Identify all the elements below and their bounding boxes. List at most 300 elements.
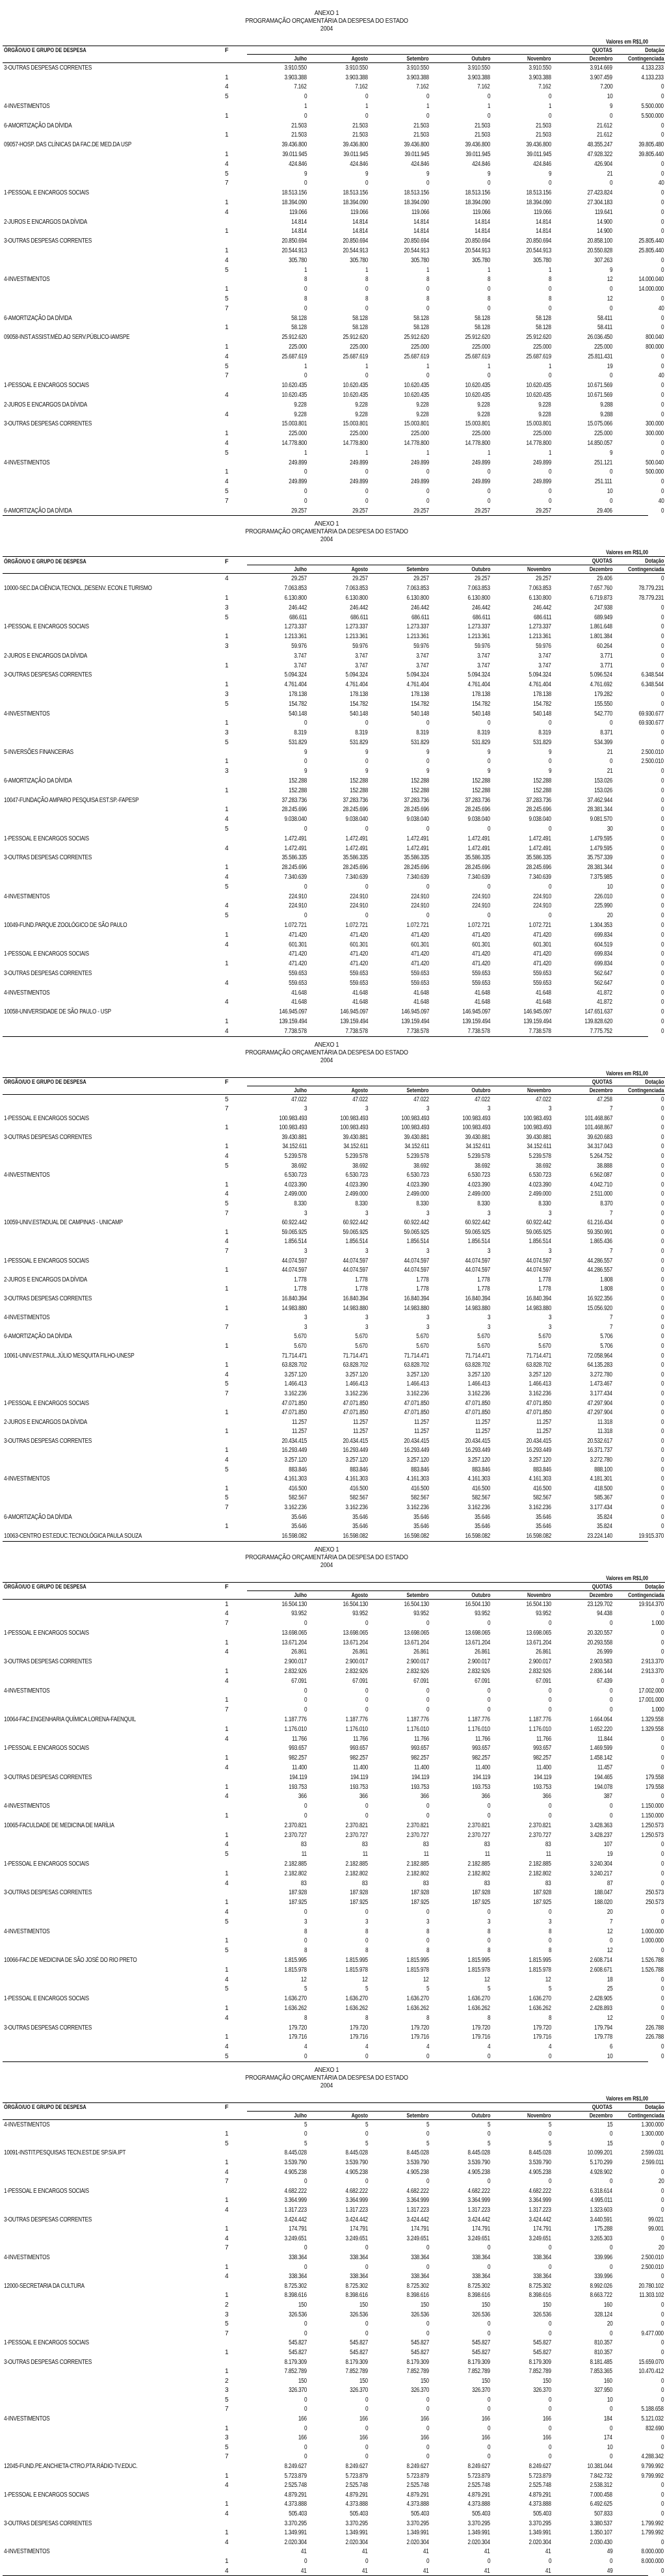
row-label	[3, 680, 224, 690]
row-label	[3, 1285, 224, 1295]
row-label	[3, 930, 224, 940]
group-row	[3, 1715, 665, 1724]
quota-value: 139.159.494	[401, 1018, 429, 1025]
quota-value: 7.738.578	[406, 1027, 429, 1035]
col-org-header: ÓRGÃO/UO E GRUPO DE DESPESA	[3, 1582, 224, 1590]
quota-value: 193.753	[472, 1783, 490, 1791]
dotacao-value: 500.040	[645, 459, 664, 466]
quota-value: 0	[365, 468, 368, 476]
quota-value: 41.872	[597, 989, 613, 997]
quota-value: 39.430.881	[343, 1133, 368, 1141]
quota-value: 338.364	[472, 2253, 490, 2261]
fonte-row	[3, 1094, 665, 1104]
fonte-code: 1	[225, 1899, 229, 1907]
fonte-code: 3	[225, 2311, 229, 2318]
group-row	[3, 2519, 665, 2529]
quota-value: 147.651.637	[584, 1008, 613, 1016]
quota-value: 4.905.238	[467, 2168, 490, 2176]
quota-value: 174	[604, 2434, 613, 2442]
dotacao-value: 0	[660, 960, 664, 968]
quota-value: 424.846	[411, 160, 429, 168]
fonte-code: 7	[225, 1105, 229, 1113]
quota-value: 6.530.723	[406, 1172, 429, 1179]
quota-value: 247.938	[594, 604, 613, 611]
row-label: 3-OUTRAS DESPESAS CORRENTES	[4, 420, 92, 428]
dotacao-value: 0	[660, 1494, 664, 1502]
fonte-code: 5	[225, 2052, 229, 2060]
row-label	[3, 73, 224, 83]
quota-value: 187.928	[289, 1889, 307, 1897]
fonte-code	[224, 1170, 247, 1180]
fonte-code: 5	[225, 738, 229, 746]
dotacao-value: 0	[660, 825, 664, 833]
dotacao-value: 0	[660, 700, 664, 708]
quota-value: 416.500	[411, 1484, 429, 1492]
quota-value: 0	[487, 2424, 490, 2432]
quota-value: 14.814	[352, 228, 368, 235]
dotacao-value: 0	[660, 122, 664, 129]
quota-value: 6.130.800	[284, 594, 307, 602]
quota-value: 2.370.821	[345, 1821, 368, 1829]
quota-value: 26.861	[475, 1648, 490, 1656]
quota-value: 251.121	[594, 459, 613, 466]
row-label	[3, 661, 224, 671]
row-label: 2-JUROS E ENCARGOS DA DÍVIDA	[4, 218, 87, 226]
report-page	[0, 0, 664, 516]
quota-value: 0	[426, 1812, 429, 1820]
row-label: 6-AMORTIZAÇÃO DA DÍVIDA	[4, 314, 72, 322]
quota-value: 8.319	[477, 729, 490, 737]
group-row	[3, 1821, 665, 1831]
row-label	[3, 496, 224, 506]
quota-value: 2.030.430	[590, 2538, 613, 2546]
fonte-code	[224, 622, 247, 632]
quota-value: 0	[609, 2263, 613, 2271]
row-label	[3, 2385, 224, 2395]
quota-value: 8	[365, 1927, 368, 1935]
quota-value: 339.996	[594, 2273, 613, 2281]
row-label: 4-INVESTIMENTOS	[4, 1314, 50, 1322]
quota-value: 4.161.303	[467, 1475, 490, 1483]
quota-value: 39.011.945	[527, 151, 551, 159]
fonte-code: 1	[225, 1754, 229, 1762]
row-label	[3, 2395, 224, 2405]
quota-value: 7.162	[294, 83, 307, 91]
quota-value: 15.003.801	[404, 420, 429, 428]
fonte-row	[3, 284, 665, 294]
dotacao-value: 0	[660, 2387, 664, 2395]
quota-value: 47.071.850	[343, 1409, 368, 1417]
quota-value: 0	[426, 497, 429, 505]
quota-value: 251.111	[595, 478, 613, 486]
dotacao-value: 832.690	[645, 2424, 664, 2432]
fonte-code: 4	[225, 83, 229, 91]
dotacao-value: 69.930.677	[638, 710, 664, 718]
quota-value: 16.840.394	[404, 1295, 429, 1302]
quota-value: 424.846	[289, 160, 307, 168]
quota-value: 28.245.696	[465, 864, 490, 872]
fonte-code: 5	[225, 883, 229, 891]
dotacao-value: 25.805.440	[638, 237, 664, 245]
quota-value: 21.503	[352, 131, 368, 139]
quota-value: 0	[609, 468, 613, 476]
fonte-row	[3, 1763, 665, 1773]
row-label	[3, 1017, 224, 1026]
fonte-row	[3, 1917, 665, 1927]
quota-value: 0	[609, 1697, 613, 1704]
quota-value: 0	[426, 1697, 429, 1704]
quota-value: 540.148	[472, 710, 490, 718]
quota-value: 471.420	[533, 960, 551, 968]
quota-value: 14.778.800	[526, 439, 551, 447]
row-label	[3, 1734, 224, 1744]
quota-value: 41.648	[413, 989, 429, 997]
fonte-row	[3, 1946, 665, 1955]
dotacao-value: 0	[660, 613, 664, 621]
row-label	[3, 2480, 224, 2490]
quota-value: 0	[426, 2557, 429, 2565]
fonte-row	[3, 1190, 665, 1200]
dotacao-value: 0	[660, 1257, 664, 1265]
fonte-code: 5	[225, 362, 229, 370]
row-label: 4-INVESTIMENTOS	[4, 1687, 50, 1695]
fonte-row	[3, 699, 665, 709]
quota-value: 12	[606, 1927, 613, 1935]
quota-value: 0	[365, 1706, 368, 1714]
fonte-code: 1	[225, 2263, 229, 2271]
row-label: 4-INVESTIMENTOS	[4, 2415, 50, 2423]
quota-value: 4.879.291	[406, 2491, 429, 2499]
quota-value: 1.273.337	[467, 623, 490, 631]
fonte-code	[224, 651, 247, 661]
quota-value: 1	[304, 266, 307, 274]
quota-value: 0	[609, 1812, 613, 1820]
quota-value: 1	[304, 362, 307, 370]
quota-value: 11.257	[353, 1428, 368, 1436]
quota-value: 194.119	[289, 1773, 307, 1781]
quota-value: 71.714.471	[526, 1352, 551, 1360]
fonte-row	[3, 2556, 665, 2566]
fonte-code: 5	[225, 449, 229, 457]
quota-value: 531.829	[411, 738, 429, 746]
fonte-row	[3, 1831, 665, 1840]
quota-value: 39.620.683	[587, 1133, 613, 1141]
fonte-row	[3, 429, 665, 438]
quota-value: 93.952	[352, 1610, 368, 1618]
quota-value: 18.513.156	[343, 189, 368, 197]
quota-value: 2.182.802	[284, 1870, 307, 1877]
fonte-code	[224, 950, 247, 959]
fonte-code: 1	[225, 1725, 229, 1733]
quota-value: 1.472.491	[467, 835, 490, 842]
quota-value: 883.846	[472, 1466, 490, 1473]
fonte-row	[3, 1879, 665, 1888]
row-label	[3, 1408, 224, 1417]
quota-value: 1.479.595	[590, 844, 613, 852]
fonte-code	[224, 988, 247, 998]
quota-value: 44.074.597	[404, 1257, 429, 1265]
report-year: 2004	[320, 2081, 333, 2089]
quota-value: 2.900.017	[284, 1658, 307, 1666]
group-row	[3, 1417, 665, 1427]
quota-value: 0	[609, 2130, 613, 2138]
quota-value: 5.094.324	[345, 671, 368, 679]
dotacao-value: 800.040	[645, 334, 664, 342]
fonte-code: 4	[225, 902, 229, 910]
quota-value: 416.500	[533, 1484, 551, 1492]
row-label	[3, 863, 224, 872]
fonte-code: 4	[225, 1764, 229, 1772]
quota-value: 0	[304, 468, 307, 476]
quota-value: 582.567	[350, 1494, 368, 1502]
quota-value: 3	[487, 1323, 490, 1331]
fonte-row	[3, 1676, 665, 1686]
quota-value: 194.119	[411, 1773, 429, 1781]
quota-value: 8	[304, 2014, 307, 2022]
quota-value: 7.738.578	[528, 1027, 551, 1035]
group-row	[3, 2119, 665, 2129]
quota-value: 1.815.995	[406, 1956, 429, 1964]
group-row	[3, 1256, 665, 1266]
quota-value: 531.829	[289, 738, 307, 746]
quota-value: 5.723.879	[467, 2472, 490, 2480]
quota-value: 8.249.627	[345, 2463, 368, 2471]
quota-value: 166	[298, 2415, 307, 2423]
dotacao-value: 0	[660, 1985, 664, 1993]
quota-value: 0	[304, 719, 307, 727]
quota-value: 0	[487, 1697, 490, 1704]
quota-value: 39.436.800	[343, 141, 368, 149]
quota-value: 35.757.339	[587, 854, 613, 862]
fonte-row	[3, 2500, 665, 2510]
row-label	[3, 2538, 224, 2547]
quota-value: 5	[365, 2140, 368, 2147]
quota-value: 0	[426, 180, 429, 187]
quota-value: 3.257.120	[345, 1371, 368, 1378]
quota-value: 9	[304, 748, 307, 756]
quota-value: 582.567	[411, 1494, 429, 1502]
report-title: PROGRAMAÇÃO ORÇAMENTÁRIA DA DESPESA DO ESTADO	[245, 17, 408, 25]
fonte-code	[224, 2547, 247, 2557]
quota-value: 545.827	[411, 2348, 429, 2356]
quota-value: 5.670	[416, 1333, 429, 1341]
fonte-code: 7	[225, 1504, 229, 1512]
row-label: 10049-FUND.PARQUE ZOOLÓGICO DE SÃO PAULO	[4, 922, 127, 930]
quota-value: 5.239.578	[406, 1153, 429, 1161]
quota-value: 559.653	[533, 979, 551, 987]
quota-value: 153.026	[594, 777, 613, 785]
quota-value: 44.074.597	[465, 1267, 490, 1274]
quota-value: 4.373.888	[528, 2501, 551, 2508]
quota-value: 13.698.065	[526, 1629, 551, 1637]
fonte-code: 5	[225, 1851, 229, 1858]
fonte-row	[3, 2205, 665, 2215]
group-row	[3, 950, 665, 959]
quota-value: 16.598.082	[281, 1532, 307, 1540]
row-label	[3, 1370, 224, 1380]
quota-value: 4.905.238	[345, 2168, 368, 2176]
row-label	[3, 1946, 224, 1955]
quota-value: 2.832.926	[467, 1668, 490, 1676]
dotacao-value: 0	[660, 1841, 664, 1849]
quota-value: 67.091	[536, 1677, 551, 1685]
row-label: 10063-CENTRO EST.EDUC.TECNOLÓGICA PAULA SOUZA	[4, 1532, 142, 1540]
quota-value: 8	[304, 295, 307, 303]
quota-value: 0	[304, 372, 307, 380]
quota-value: 7.063.853	[406, 585, 429, 593]
row-label	[3, 1228, 224, 1237]
fonte-code: 4	[225, 2207, 229, 2214]
quota-value: 0	[304, 1937, 307, 1945]
quota-value: 2.020.304	[284, 2538, 307, 2546]
fonte-row	[3, 786, 665, 796]
quota-value: 0	[426, 2453, 429, 2461]
group-row	[3, 188, 665, 198]
col-quotas-header: QUOTAS	[247, 1582, 614, 1590]
fonte-code	[224, 1927, 247, 1937]
row-label: 4-INVESTIMENTOS	[4, 989, 50, 997]
col-month-header: Dezembro	[553, 55, 614, 63]
fonte-code: 5	[225, 1494, 229, 1502]
fonte-code	[224, 2462, 247, 2471]
quota-value: 16.293.449	[465, 1447, 490, 1455]
dotacao-value: 39.805.480	[638, 141, 664, 149]
quota-value: 9	[365, 768, 368, 775]
quota-value: 3.910.550	[467, 64, 490, 72]
quota-value: 29.257	[291, 507, 307, 515]
budget-table	[3, 2102, 665, 2576]
quota-value: 47.071.850	[404, 1409, 429, 1417]
dotacao-value: 0	[660, 2004, 664, 2012]
fonte-code: 1	[225, 758, 229, 766]
quota-value: 93.952	[475, 1610, 490, 1618]
quota-value: 47.071.850	[526, 1399, 551, 1407]
quota-value: 5.670	[477, 1342, 490, 1350]
quota-value: 20.550.828	[587, 247, 613, 255]
col-month-header: Outubro	[430, 1086, 491, 1094]
quota-value: 2.182.885	[284, 1860, 307, 1868]
row-label	[3, 2528, 224, 2538]
fonte-code: 1	[225, 286, 229, 293]
quota-value: 8	[426, 1927, 429, 1935]
col-month-header: Novembro	[491, 1086, 553, 1094]
row-label: 2-JUROS E ENCARGOS DA DÍVIDA	[4, 1418, 87, 1426]
dotacao-value: 0	[660, 1114, 664, 1122]
quota-value: 326.536	[411, 2311, 429, 2318]
quota-value: 152.288	[472, 777, 490, 785]
quota-value: 12	[484, 1976, 490, 1983]
quota-value: 179.720	[411, 2024, 429, 2032]
quota-value: 0	[365, 286, 368, 293]
col-month-header: Agosto	[308, 1086, 369, 1094]
quota-value: 366	[482, 1793, 490, 1801]
quota-value: 41	[545, 2567, 551, 2575]
quota-value: 2.608.714	[590, 1956, 613, 1964]
dotacao-value: 0	[660, 1745, 664, 1752]
fonte-row	[3, 1667, 665, 1676]
fonte-row	[3, 1209, 665, 1218]
group-row	[3, 1275, 665, 1285]
row-label	[3, 641, 224, 651]
row-label	[3, 1209, 224, 1218]
dotacao-value: 0	[660, 1513, 664, 1521]
row-label: 1-PESSOAL E ENCARGOS SOCIAIS	[4, 2491, 89, 2499]
quota-value: 18.394.090	[404, 199, 429, 207]
fonte-row	[3, 2052, 665, 2061]
quota-value: 305.780	[350, 256, 368, 264]
quota-value: 507.833	[594, 2510, 613, 2517]
dotacao-value: 1.300.000	[641, 2130, 664, 2138]
quota-value: 249.899	[411, 478, 429, 486]
row-label: 4-INVESTIMENTOS	[4, 892, 50, 900]
quota-value: 59.976	[413, 642, 429, 650]
quota-value: 3.162.236	[284, 1389, 307, 1397]
quota-value: 5.723.879	[345, 2472, 368, 2480]
quota-value: 16.840.394	[465, 1295, 490, 1302]
row-label	[3, 2129, 224, 2139]
quota-value: 7.200	[599, 83, 613, 91]
quota-value: 249.899	[472, 478, 490, 486]
group-row	[3, 892, 665, 902]
group-row	[3, 969, 665, 978]
quota-value: 686.611	[350, 613, 368, 621]
quota-value: 8	[365, 1947, 368, 1955]
quota-value: 34.152.611	[465, 1143, 490, 1151]
quota-value: 1.317.223	[528, 2207, 551, 2214]
fonte-row	[3, 467, 665, 477]
row-label	[3, 1389, 224, 1399]
fonte-row	[3, 2004, 665, 2013]
quota-value: 10.620.435	[343, 382, 368, 390]
quota-value: 6	[609, 2043, 613, 2051]
fonte-code: 1	[225, 1870, 229, 1877]
group-row	[3, 1474, 665, 1484]
group-row	[3, 1218, 665, 1228]
quota-value: 47.071.850	[465, 1399, 490, 1407]
quota-value: 63.828.702	[343, 1362, 368, 1369]
fonte-row	[3, 661, 665, 671]
quota-value: 3.364.999	[528, 2197, 551, 2205]
dotacao-value: 0	[660, 1976, 664, 1983]
quota-value: 1.856.514	[528, 1238, 551, 1246]
quota-value: 0	[365, 2329, 368, 2337]
row-label	[3, 1618, 224, 1628]
quota-value: 4.879.291	[284, 2491, 307, 2499]
quota-value: 686.611	[533, 613, 551, 621]
col-contingenciada-header: Contingenciada	[614, 2111, 665, 2119]
quota-value: 0	[609, 719, 613, 727]
quota-value: 3.424.442	[406, 2216, 429, 2223]
dotacao-value: 2.500.010	[641, 2253, 664, 2261]
quota-value: 11.400	[353, 1764, 368, 1772]
fonte-code	[224, 2186, 247, 2196]
dotacao-value: 0	[660, 295, 664, 303]
row-label	[3, 603, 224, 613]
quota-value: 1.636.270	[467, 1995, 490, 2003]
quota-value: 1.815.995	[467, 1956, 490, 1964]
fonte-row	[3, 1734, 665, 1744]
dotacao-value: 0	[660, 806, 664, 814]
quota-value: 559.653	[350, 979, 368, 987]
fonte-code: 3	[225, 2434, 229, 2442]
quota-value: 3.240.304	[590, 1860, 613, 1868]
row-label	[3, 1246, 224, 1256]
quota-value: 193.753	[350, 1783, 368, 1791]
fonte-row	[3, 1792, 665, 1802]
quota-value: 0	[548, 372, 551, 380]
quota-value: 8.181.485	[590, 2358, 613, 2366]
quota-value: 366	[359, 1793, 368, 1801]
